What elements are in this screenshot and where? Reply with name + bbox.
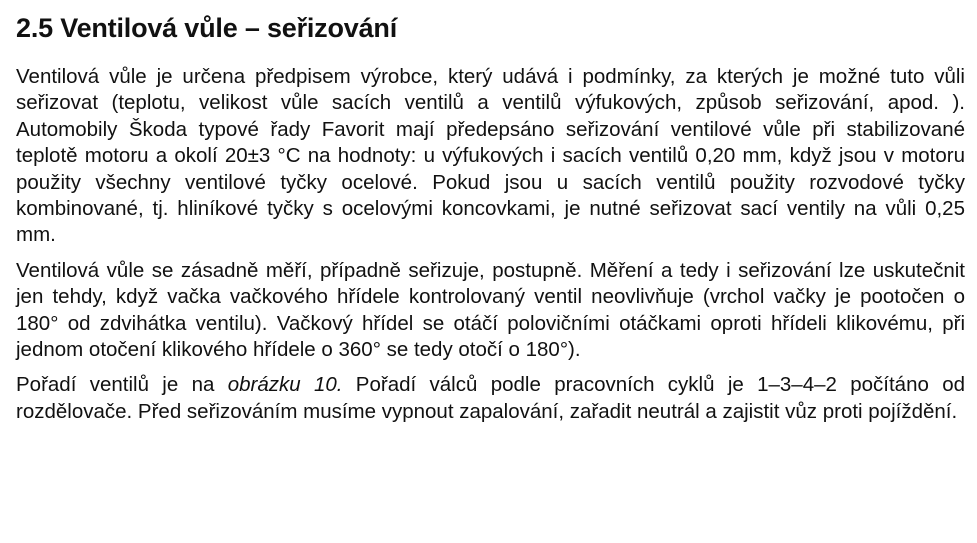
paragraph-valve-order bbox=[16, 372, 965, 425]
paragraph-measurement-procedure bbox=[16, 258, 965, 364]
section-title: Ventilová vůle – seřizování bbox=[60, 13, 398, 43]
paragraph-text: Ventilová vůle se zásadně měří, případně seřizuje, postupně. Měření a tedy i seřizování lze uskutečnit jen tehdy, když vačka vačkového hřídele kontrolovaný ventil neovlivňuje (vrchol vačky je pootočen o 180° od zdvihátka ventilu). Vačkový hřídel se otáčí polovičními otáčkami oproti hřídeli klikovému, při jednom otočení klikového hřídele o 360° se tedy otočí o 180°). bbox=[16, 258, 965, 362]
text-after-reference: Pořadí válců podle pracovních cyklů je 1–3–4–2 počítáno od rozdělovače. Před seřizováním musíme vypnout zapalování, zařadit neutrál a zajistit vůz proti pojíždění. bbox=[16, 373, 966, 423]
paragraph-text bbox=[16, 372, 965, 425]
section-heading bbox=[16, 10, 965, 46]
text-before-reference: Pořadí ventilů je na bbox=[16, 373, 228, 397]
figure-reference: obrázku 10. bbox=[227, 373, 343, 397]
paragraph-valve-clearance-spec bbox=[16, 64, 965, 249]
section-number: 2.5 bbox=[16, 13, 53, 43]
paragraph-text: Ventilová vůle je určena předpisem výrobce, který udává i podmínky, za kterých je možné tuto vůli seřizovat (teplotu, velikost vůle sacích ventilů a ventilů výfukových, způsob seřizování, apod. ). Automobily Škoda typové řady Favorit mají předepsáno seřizování ventilové vůle při stabilizované teplotě motoru a okolí 20±3 °C na hodnoty: u výfukových i sacích ventilů 0,20 mm, když jsou v motoru použity všechny ventilové tyčky ocelové. Pokud jsou u sacích ventilů použity rozvodové tyčky kombinované, tj. hliníkové tyčky s ocelovými koncovkami, je nutné seřizovat sací ventily na vůli 0,25 mm. bbox=[16, 65, 965, 247]
